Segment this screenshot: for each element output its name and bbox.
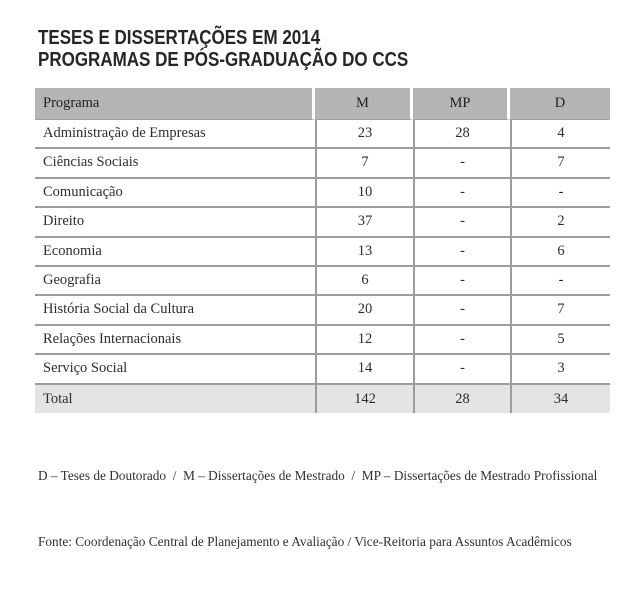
m-value-cell: 37 (315, 208, 413, 237)
d-value-cell: 7 (510, 149, 610, 178)
d-value-cell: - (510, 179, 610, 208)
d-value-cell: 7 (510, 296, 610, 325)
title-line-1: TESES E DISSERTAÇÕES EM 2014 (38, 27, 321, 49)
table-row (35, 149, 610, 178)
legend-line: D – Teses de Doutorado / M – Dissertações de Mestrado / MP – Dissertações de Mestrado Profissional (38, 468, 598, 483)
table-row (35, 120, 610, 149)
d-value-cell: 2 (510, 208, 610, 237)
d-value-cell: 6 (510, 238, 610, 267)
mp-value-cell: 28 (413, 120, 510, 149)
mp-value-cell: - (413, 355, 510, 384)
mp-value-cell: - (413, 326, 510, 355)
m-value-cell: 7 (315, 149, 413, 178)
table-row (35, 238, 610, 267)
mp-value-cell: - (413, 238, 510, 267)
d-value-cell: 3 (510, 355, 610, 384)
table-row (35, 208, 610, 237)
theses-table (35, 88, 610, 413)
m-value-cell: 13 (315, 238, 413, 267)
mp-value-cell: - (413, 267, 510, 296)
table-row (35, 296, 610, 325)
program-cell: Administração de Empresas (35, 120, 315, 149)
m-value-cell: 6 (315, 267, 413, 296)
m-value-cell: 10 (315, 179, 413, 208)
m-value-cell: 12 (315, 326, 413, 355)
column-header-m: M (315, 88, 413, 120)
total-d-cell: 34 (510, 385, 610, 413)
d-value-cell: 4 (510, 120, 610, 149)
d-value-cell: - (510, 267, 610, 296)
page-title (38, 27, 408, 71)
total-m-cell: 142 (315, 385, 413, 413)
mp-value-cell: - (413, 208, 510, 237)
total-mp-cell: 28 (413, 385, 510, 413)
title-line-2: PROGRAMAS DE PÓS-GRADUAÇÃO DO CCS (38, 49, 409, 71)
mp-value-cell: - (413, 296, 510, 325)
program-cell: História Social da Cultura (35, 296, 315, 325)
source-line: Fonte: Coordenação Central de Planejamento e Avaliação / Vice-Reitoria para Assuntos Acadêmicos (38, 534, 572, 549)
table-row (35, 179, 610, 208)
table-row (35, 326, 610, 355)
mp-value-cell: - (413, 149, 510, 178)
table-header-row (35, 88, 610, 120)
total-label-cell: Total (35, 385, 315, 413)
program-cell: Geografia (35, 267, 315, 296)
table-footnotes (38, 421, 597, 597)
program-cell: Economia (35, 238, 315, 267)
d-value-cell: 5 (510, 326, 610, 355)
column-header-mp: MP (413, 88, 510, 120)
program-cell: Ciências Sociais (35, 149, 315, 178)
program-cell: Relações Internacionais (35, 326, 315, 355)
program-cell: Serviço Social (35, 355, 315, 384)
m-value-cell: 20 (315, 296, 413, 325)
mp-value-cell: - (413, 179, 510, 208)
table-row (35, 267, 610, 296)
table-total-row (35, 385, 610, 413)
column-header-programa: Programa (35, 88, 315, 120)
program-cell: Comunicação (35, 179, 315, 208)
m-value-cell: 23 (315, 120, 413, 149)
m-value-cell: 14 (315, 355, 413, 384)
table-row (35, 355, 610, 384)
column-header-d: D (510, 88, 610, 120)
program-cell: Direito (35, 208, 315, 237)
